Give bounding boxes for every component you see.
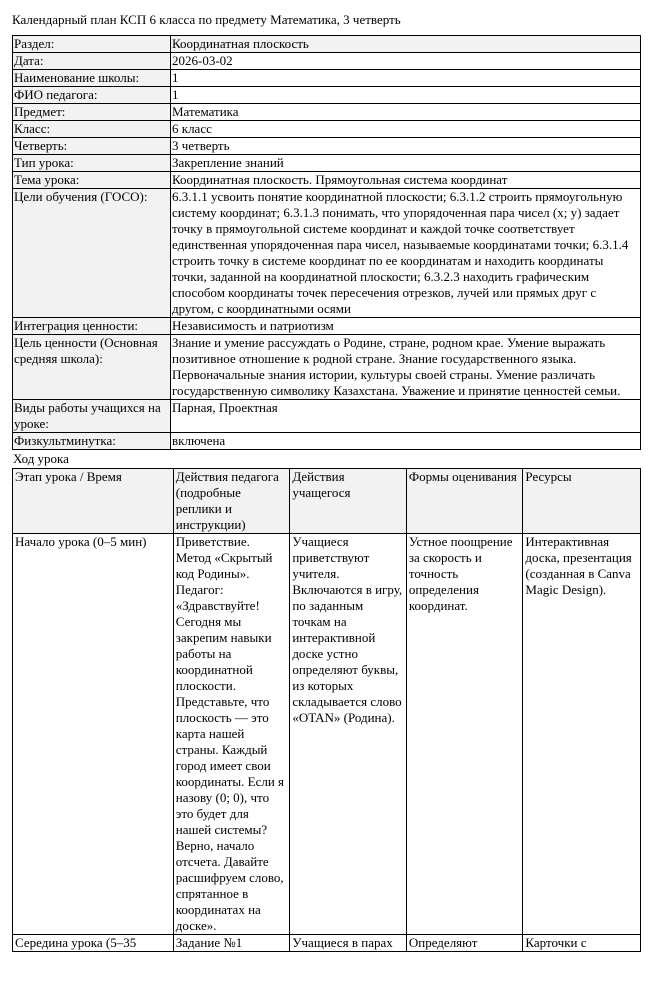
info-key: Тип урока: xyxy=(13,155,171,172)
info-key: Физкультминутка: xyxy=(13,433,171,450)
info-key: Виды работы учащихся на уроке: xyxy=(13,400,171,433)
info-value: Координатная плоскость xyxy=(171,36,641,53)
cell-teacher-actions: Приветствие. Метод «Скрытый код Родины». Педагог: «Здравствуйте! Сегодня мы закрепим навыки работы на координатной плоскости. Представьте, что плоскость — это карта нашей страны. Каждый город имеет свои координаты. Если я назову (0; 0), что это будет для нашей системы? Верно, начало отсчета. Давайте расшифруем слово, спрятанное в координатах на доске». xyxy=(173,534,290,935)
lesson-plan-table xyxy=(12,468,641,952)
info-row xyxy=(13,172,641,189)
info-value: 6 класс xyxy=(171,121,641,138)
info-row xyxy=(13,104,641,121)
cell-assessment: Устное поощрение за скорость и точность определения координат. xyxy=(406,534,523,935)
cell-teacher-actions: Задание №1 xyxy=(173,935,290,952)
info-key: ФИО педагога: xyxy=(13,87,171,104)
info-key: Цели обучения (ГОСО): xyxy=(13,189,171,318)
info-value: 2026-03-02 xyxy=(171,53,641,70)
cell-resources: Карточки с xyxy=(523,935,641,952)
info-row xyxy=(13,36,641,53)
info-key: Предмет: xyxy=(13,104,171,121)
info-key: Цель ценности (Основная средняя школа): xyxy=(13,335,171,400)
cell-assessment: Определяют xyxy=(406,935,523,952)
lesson-info-table xyxy=(12,35,641,450)
info-row xyxy=(13,318,641,335)
info-value: Закрепление знаний xyxy=(171,155,641,172)
info-row xyxy=(13,53,641,70)
header-teacher-actions: Действия педагога (подробные реплики и инструкции) xyxy=(173,469,290,534)
info-row xyxy=(13,335,641,400)
info-row xyxy=(13,87,641,104)
document-page xyxy=(12,12,641,952)
cell-student-actions: Учащиеся приветствуют учителя. Включаются в игру, по заданным точкам на интерактивной доске устно определяют буквы, из которых складывается слово «OTAN» (Родина). xyxy=(290,534,407,935)
info-row xyxy=(13,70,641,87)
info-value: Независимость и патриотизм xyxy=(171,318,641,335)
info-value: включена xyxy=(171,433,641,450)
info-row xyxy=(13,433,641,450)
cell-stage: Начало урока (0–5 мин) xyxy=(13,534,174,935)
document-title: Календарный план КСП 6 класса по предмету Математика, 3 четверть xyxy=(12,12,401,27)
info-value: Знание и умение рассуждать о Родине, стране, родном крае. Умение выражать позитивное отношение к родной стране. Знание государственного языка. Первоначальные знания истории, культуры своей страны. Умение различать государственную символику Казахстана. Уважение и принятие ценностей семьи. xyxy=(171,335,641,400)
table-row xyxy=(13,534,641,935)
info-key: Класс: xyxy=(13,121,171,138)
info-row xyxy=(13,121,641,138)
header-resources: Ресурсы xyxy=(523,469,641,534)
header-student-actions: Действия учащегося xyxy=(290,469,407,534)
info-key: Четверть: xyxy=(13,138,171,155)
info-value: 1 xyxy=(171,87,641,104)
info-row xyxy=(13,189,641,318)
info-key: Интеграция ценности: xyxy=(13,318,171,335)
info-row xyxy=(13,155,641,172)
info-value: Математика xyxy=(171,104,641,121)
info-key: Наименование школы: xyxy=(13,70,171,87)
cell-stage: Середина урока (5–35 xyxy=(13,935,174,952)
info-key: Дата: xyxy=(13,53,171,70)
info-value: 6.3.1.1 усвоить понятие координатной плоскости; 6.3.1.2 строить прямоугольную систему координат; 6.3.1.3 понимать, что упорядоченная пара чисел (x; y) задает точку в прямоугольной системе координат и каждой точке соответствует единственная упорядоченная пара чисел, называемые координатами точки; 6.3.1.4 строить точку в системе координат по ее координатам и находить координаты точки, заданной на координатной плоскости; 6.3.2.3 находить графическим способом координаты точек пересечения отрезков, лучей или прямых друг с другом, с координатными осями xyxy=(171,189,641,318)
cell-resources: Интерактивная доска, презентация (созданная в Canva Magic Design). xyxy=(523,534,641,935)
info-row xyxy=(13,138,641,155)
info-value: 1 xyxy=(171,70,641,87)
cell-student-actions: Учащиеся в парах xyxy=(290,935,407,952)
plan-header-row xyxy=(13,469,641,534)
info-key: Раздел: xyxy=(13,36,171,53)
info-value: Парная, Проектная xyxy=(171,400,641,433)
info-row xyxy=(13,400,641,433)
info-value: 3 четверть xyxy=(171,138,641,155)
header-assessment: Формы оценивания xyxy=(406,469,523,534)
header-stage: Этап урока / Время xyxy=(13,469,174,534)
info-key: Тема урока: xyxy=(13,172,171,189)
info-value: Координатная плоскость. Прямоугольная система координат xyxy=(171,172,641,189)
lesson-flow-heading: Ход урока xyxy=(13,451,69,466)
table-row xyxy=(13,935,641,952)
